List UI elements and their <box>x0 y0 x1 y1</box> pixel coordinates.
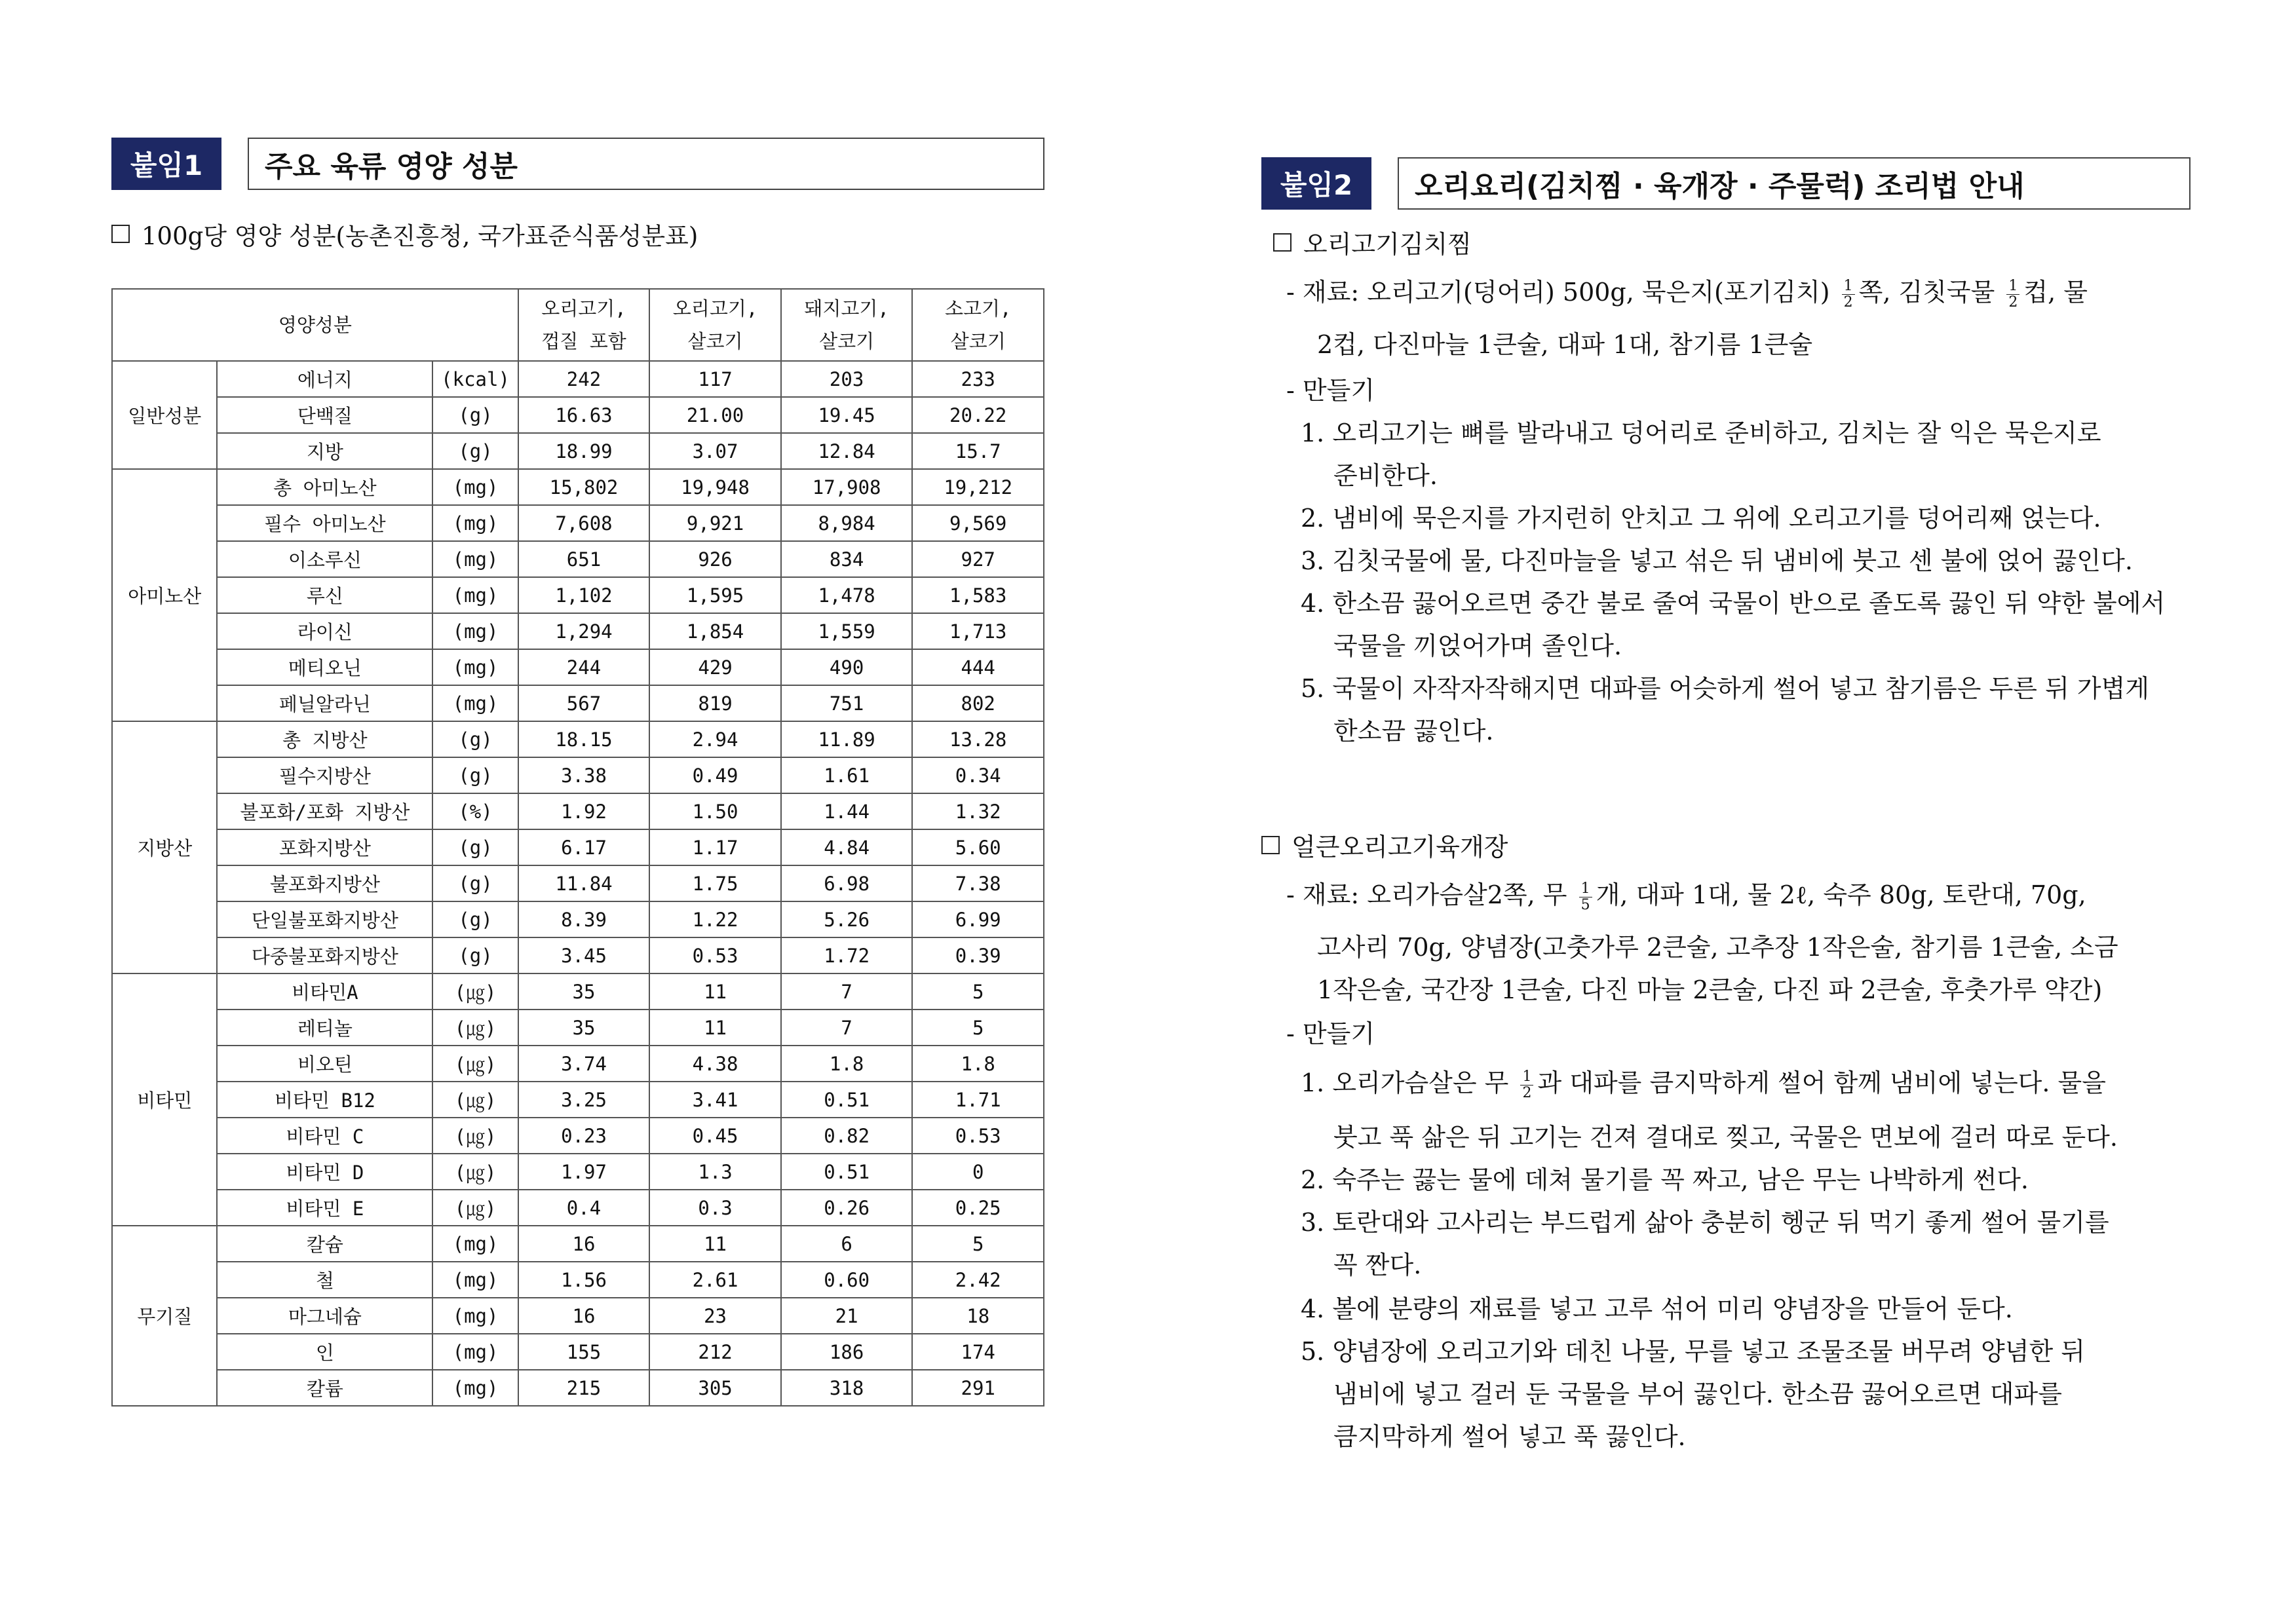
value-cell: 15.7 <box>912 433 1044 469</box>
value-cell: 1,854 <box>649 613 781 649</box>
value-cell: 1,478 <box>781 577 913 613</box>
recipe-line <box>1333 1416 1686 1452</box>
nutrient-name-cell: 칼슘 <box>217 1226 432 1262</box>
value-cell: 16 <box>518 1298 650 1334</box>
nutrient-name-cell: 다중불포화지방산 <box>217 937 432 973</box>
value-cell: 1.61 <box>781 757 913 793</box>
table-row <box>112 1226 1044 1262</box>
value-cell: 11.89 <box>781 721 913 757</box>
value-cell: 1,102 <box>518 577 650 613</box>
unit-cell: (g) <box>432 433 518 469</box>
recipe-line <box>1333 1374 2062 1410</box>
recipe-text: 냄비에 넣고 걸러 둔 국물을 부어 끓인다. 한소끔 끓어오르면 대파를 <box>1333 1380 2062 1408</box>
value-cell: 802 <box>912 685 1044 721</box>
unit-cell: (mg) <box>432 685 518 721</box>
value-cell: 18 <box>912 1298 1044 1334</box>
value-cell: 7,608 <box>518 505 650 541</box>
recipe-text: - 재료: 오리가슴살2쪽, 무 <box>1286 880 1575 909</box>
nutrient-name-cell: 이소루신 <box>217 541 432 577</box>
value-cell: 6.98 <box>781 865 913 901</box>
value-cell: 490 <box>781 649 913 685</box>
nutrient-name-cell: 철 <box>217 1262 432 1298</box>
value-cell: 0.51 <box>781 1154 913 1190</box>
value-cell: 11 <box>649 1226 781 1262</box>
table-row <box>112 1118 1044 1154</box>
nutrient-name-cell: 필수지방산 <box>217 757 432 793</box>
recipe-text: 5. 양념장에 오리고기와 데친 나물, 무를 넣고 조물조물 버무려 양념한 뒤 <box>1301 1337 2085 1366</box>
unit-cell: (㎍) <box>432 1118 518 1154</box>
recipe-text: 3. 토란대와 고사리는 부드럽게 삶아 충분히 헹군 뒤 먹기 좋게 썰어 물기를 <box>1301 1208 2109 1237</box>
value-cell: 155 <box>518 1334 650 1370</box>
fraction <box>2006 278 2019 311</box>
category-cell: 무기질 <box>112 1226 217 1406</box>
table-row <box>112 1082 1044 1118</box>
fraction-denominator: 2 <box>1843 294 1853 311</box>
nutrient-name-cell: 비타민A <box>217 973 432 1010</box>
recipe-title-row <box>1273 224 1472 260</box>
value-cell: 1.97 <box>518 1154 650 1190</box>
value-cell: 4.38 <box>649 1046 781 1082</box>
unit-cell: (㎍) <box>432 1046 518 1082</box>
unit-cell: (mg) <box>432 649 518 685</box>
table-row <box>112 1262 1044 1298</box>
fraction <box>1520 1069 1533 1101</box>
recipe-text: - 만들기 <box>1286 1019 1375 1048</box>
value-cell: 1.17 <box>649 829 781 865</box>
value-cell: 212 <box>649 1334 781 1370</box>
value-cell: 3.25 <box>518 1082 650 1118</box>
nutrient-name-cell: 라이신 <box>217 613 432 649</box>
unit-cell: (g) <box>432 721 518 757</box>
nutrient-name-cell: 불포화/포화 지방산 <box>217 793 432 829</box>
unit-cell: (g) <box>432 757 518 793</box>
table-row <box>112 901 1044 937</box>
fraction-denominator: 2 <box>2008 294 2018 311</box>
value-cell: 8,984 <box>781 505 913 541</box>
value-cell: 215 <box>518 1370 650 1406</box>
recipe-line <box>1286 370 1375 406</box>
value-cell: 17,908 <box>781 469 913 505</box>
value-cell: 1.71 <box>912 1082 1044 1118</box>
recipe-line <box>1317 324 1812 360</box>
value-cell: 2.61 <box>649 1262 781 1298</box>
table-row <box>112 865 1044 901</box>
value-cell: 0.53 <box>649 937 781 973</box>
value-cell: 11 <box>649 1010 781 1046</box>
nutrition-table <box>111 288 1044 1407</box>
unit-cell: (mg) <box>432 1226 518 1262</box>
value-cell: 1,294 <box>518 613 650 649</box>
recipe-text: 4. 한소끔 끓어오르면 중간 불로 줄여 국물이 반으로 졸도록 끓인 뒤 약한 불에서 <box>1301 589 2166 618</box>
value-cell: 16.63 <box>518 397 650 433</box>
value-cell: 1,713 <box>912 613 1044 649</box>
value-cell: 174 <box>912 1334 1044 1370</box>
nutrient-name-cell: 불포화지방산 <box>217 865 432 901</box>
appendix1-header <box>111 138 1044 190</box>
value-cell: 11.84 <box>518 865 650 901</box>
recipe-title-row <box>1261 827 1508 863</box>
value-cell: 13.28 <box>912 721 1044 757</box>
nutrient-name-cell: 메티오닌 <box>217 649 432 685</box>
value-cell: 0.51 <box>781 1082 913 1118</box>
recipe-line <box>1301 540 2133 576</box>
table-row <box>112 1046 1044 1082</box>
recipe-text: 국물을 끼얹어가며 졸인다. <box>1333 632 1622 660</box>
recipe-text: 과 대파를 큼지막하게 썰어 함께 냄비에 넣는다. 물을 <box>1537 1068 2106 1097</box>
recipe-text: 붓고 푹 삶은 뒤 고기는 건져 결대로 찢고, 국물은 면보에 걸러 따로 둔다. <box>1333 1123 2118 1152</box>
table-row <box>112 649 1044 685</box>
table-row <box>112 577 1044 613</box>
value-cell: 8.39 <box>518 901 650 937</box>
recipe-line <box>1301 1063 2106 1101</box>
value-cell: 5 <box>912 973 1044 1010</box>
recipe-text: 한소끔 끓인다. <box>1333 717 1494 746</box>
table-header-col: 오리고기, 살코기 <box>649 289 781 361</box>
nutrient-name-cell: 페닐알라닌 <box>217 685 432 721</box>
value-cell: 751 <box>781 685 913 721</box>
nutrient-name-cell: 인 <box>217 1334 432 1370</box>
value-cell: 19.45 <box>781 397 913 433</box>
value-cell: 21 <box>781 1298 913 1334</box>
nutrient-name-cell: 비타민 E <box>217 1190 432 1226</box>
value-cell: 0.3 <box>649 1190 781 1226</box>
value-cell: 2.94 <box>649 721 781 757</box>
value-cell: 927 <box>912 541 1044 577</box>
recipe-line <box>1301 583 2165 619</box>
value-cell: 11 <box>649 973 781 1010</box>
value-cell: 5 <box>912 1010 1044 1046</box>
recipe-line <box>1286 1013 1375 1049</box>
value-cell: 23 <box>649 1298 781 1334</box>
recipe-line <box>1333 1245 1421 1281</box>
value-cell: 3.07 <box>649 433 781 469</box>
table-header-col: 돼지고기, 살코기 <box>781 289 913 361</box>
recipe-line <box>1333 711 1493 747</box>
value-cell: 12.84 <box>781 433 913 469</box>
value-cell: 7 <box>781 1010 913 1046</box>
fraction-denominator: 5 <box>1580 897 1590 913</box>
category-cell: 지방산 <box>112 721 217 973</box>
value-cell: 6.17 <box>518 829 650 865</box>
value-cell: 1.50 <box>649 793 781 829</box>
nutrient-name-cell: 비타민 D <box>217 1154 432 1190</box>
value-cell: 429 <box>649 649 781 685</box>
nutrient-name-cell: 총 아미노산 <box>217 469 432 505</box>
unit-cell: (mg) <box>432 505 518 541</box>
value-cell: 819 <box>649 685 781 721</box>
checkbox-icon <box>1261 836 1280 854</box>
value-cell: 2.42 <box>912 1262 1044 1298</box>
recipe-line <box>1333 455 1438 491</box>
value-cell: 1.92 <box>518 793 650 829</box>
value-cell: 1,583 <box>912 577 1044 613</box>
value-cell: 1.8 <box>912 1046 1044 1082</box>
value-cell: 1.22 <box>649 901 781 937</box>
recipe-text: 1. 오리가슴살은 무 <box>1301 1068 1517 1097</box>
unit-cell: (g) <box>432 901 518 937</box>
value-cell: 0.60 <box>781 1262 913 1298</box>
value-cell: 7.38 <box>912 865 1044 901</box>
value-cell: 1.32 <box>912 793 1044 829</box>
nutrient-name-cell: 총 지방산 <box>217 721 432 757</box>
appendix1-title: 주요 육류 영양 성분 <box>248 138 1044 190</box>
value-cell: 203 <box>781 361 913 397</box>
value-cell: 1,595 <box>649 577 781 613</box>
value-cell: 9,921 <box>649 505 781 541</box>
table-row <box>112 469 1044 505</box>
value-cell: 291 <box>912 1370 1044 1406</box>
value-cell: 15,802 <box>518 469 650 505</box>
value-cell: 0.45 <box>649 1118 781 1154</box>
recipe-text: 1작은술, 국간장 1큰술, 다진 마늘 2큰술, 다진 파 2큰술, 후춧가루 약간) <box>1317 975 2103 1004</box>
fraction-denominator: 2 <box>1522 1085 1532 1101</box>
recipe-line <box>1317 927 2118 963</box>
fraction-numerator: 1 <box>1842 278 1855 295</box>
value-cell: 3.41 <box>649 1082 781 1118</box>
unit-cell: (g) <box>432 829 518 865</box>
recipe-text: 2. 숙주는 끓는 물에 데쳐 물기를 꼭 짜고, 남은 무는 나박하게 썬다. <box>1301 1165 2029 1194</box>
unit-cell: (g) <box>432 397 518 433</box>
nutrient-name-cell: 단일불포화지방산 <box>217 901 432 937</box>
category-cell: 비타민 <box>112 973 217 1226</box>
recipe-line <box>1286 875 2086 913</box>
value-cell: 6 <box>781 1226 913 1262</box>
value-cell: 926 <box>649 541 781 577</box>
table-row <box>112 613 1044 649</box>
value-cell: 567 <box>518 685 650 721</box>
recipe-line <box>1301 1331 2085 1367</box>
recipe-title: 오리고기김치찜 <box>1303 230 1472 259</box>
nutrient-name-cell: 비타민 B12 <box>217 1082 432 1118</box>
value-cell: 19,948 <box>649 469 781 505</box>
table-row <box>112 1298 1044 1334</box>
table-header-col: 오리고기, 껍질 포함 <box>518 289 650 361</box>
recipe-text: 고사리 70g, 양념장(고춧가루 2큰술, 고추장 1작은술, 참기름 1큰술, 소금 <box>1317 933 2118 962</box>
value-cell: 7 <box>781 973 913 1010</box>
value-cell: 21.00 <box>649 397 781 433</box>
nutrient-name-cell: 비타민 C <box>217 1118 432 1154</box>
recipe-line <box>1333 1117 2118 1153</box>
value-cell: 0 <box>912 1154 1044 1190</box>
nutrient-name-cell: 마그네슘 <box>217 1298 432 1334</box>
table-row <box>112 685 1044 721</box>
unit-cell: (mg) <box>432 541 518 577</box>
nutrient-name-cell: 에너지 <box>217 361 432 397</box>
unit-cell: (%) <box>432 793 518 829</box>
value-cell: 0.4 <box>518 1190 650 1226</box>
appendix1-subtitle-row <box>111 216 698 252</box>
value-cell: 651 <box>518 541 650 577</box>
table-row <box>112 757 1044 793</box>
table-row <box>112 361 1044 397</box>
nutrient-name-cell: 필수 아미노산 <box>217 505 432 541</box>
value-cell: 4.84 <box>781 829 913 865</box>
value-cell: 5 <box>912 1226 1044 1262</box>
fraction-numerator: 1 <box>1579 881 1592 897</box>
unit-cell: (mg) <box>432 469 518 505</box>
recipe-text: 2. 냄비에 묵은지를 가지런히 안치고 그 위에 오리고기를 덩어리째 얹는다. <box>1301 504 2101 533</box>
nutrient-name-cell: 지방 <box>217 433 432 469</box>
value-cell: 0.25 <box>912 1190 1044 1226</box>
unit-cell: (㎍) <box>432 973 518 1010</box>
recipe-text: - 재료: 오리고기(덩어리) 500g, 묵은지(포기김치) <box>1286 278 1838 307</box>
nutrient-name-cell: 단백질 <box>217 397 432 433</box>
value-cell: 0.23 <box>518 1118 650 1154</box>
recipe-text: 1. 오리고기는 뼈를 발라내고 덩어리로 준비하고, 김치는 잘 익은 묵은지로 <box>1301 419 2101 447</box>
value-cell: 19,212 <box>912 469 1044 505</box>
unit-cell: (mg) <box>432 1262 518 1298</box>
category-cell: 아미노산 <box>112 469 217 721</box>
unit-cell: (㎍) <box>432 1154 518 1190</box>
table-row <box>112 1370 1044 1406</box>
unit-cell: (g) <box>432 865 518 901</box>
nutrient-name-cell: 칼륨 <box>217 1370 432 1406</box>
value-cell: 0.26 <box>781 1190 913 1226</box>
unit-cell: (mg) <box>432 1298 518 1334</box>
value-cell: 233 <box>912 361 1044 397</box>
unit-cell: (mg) <box>432 1370 518 1406</box>
value-cell: 0.49 <box>649 757 781 793</box>
value-cell: 35 <box>518 973 650 1010</box>
nutrition-table-body <box>112 361 1044 1406</box>
value-cell: 244 <box>518 649 650 685</box>
table-row <box>112 433 1044 469</box>
recipe-text: 쪽, 김칫국물 <box>1858 278 2003 307</box>
recipe-text: 꼭 짠다. <box>1333 1251 1422 1279</box>
value-cell: 0.34 <box>912 757 1044 793</box>
recipe-line <box>1317 970 2102 1006</box>
recipe-text: 4. 볼에 분량의 재료를 넣고 고루 섞어 미리 양념장을 만들어 둔다. <box>1301 1294 2013 1323</box>
table-row <box>112 937 1044 973</box>
recipe-text: 개, 대파 1대, 물 2ℓ, 숙주 80g, 토란대, 70g, <box>1596 880 2086 909</box>
appendix2-header <box>1261 157 2191 210</box>
appendix1-subtitle: 100g당 영양 성분(농촌진흥청, 국가표준식품성분표) <box>142 222 698 250</box>
table-row <box>112 541 1044 577</box>
table-row <box>112 1154 1044 1190</box>
value-cell: 18.15 <box>518 721 650 757</box>
recipe-line <box>1301 1160 2029 1196</box>
value-cell: 3.38 <box>518 757 650 793</box>
value-cell: 1.75 <box>649 865 781 901</box>
value-cell: 5.26 <box>781 901 913 937</box>
recipe-line <box>1301 1202 2109 1238</box>
value-cell: 117 <box>649 361 781 397</box>
recipe-text: 컵, 물 <box>2023 278 2088 307</box>
table-row <box>112 829 1044 865</box>
value-cell: 186 <box>781 1334 913 1370</box>
recipe-text: 큼지막하게 썰어 넣고 푹 끓인다. <box>1333 1422 1686 1451</box>
table-row <box>112 721 1044 757</box>
appendix2-title: 오리요리(김치찜 · 육개장 · 주물럭) 조리법 안내 <box>1398 157 2191 210</box>
fraction <box>1579 881 1592 913</box>
recipe-line <box>1301 668 2149 704</box>
table-row <box>112 793 1044 829</box>
unit-cell: (g) <box>432 937 518 973</box>
value-cell: 0.53 <box>912 1118 1044 1154</box>
value-cell: 1,559 <box>781 613 913 649</box>
unit-cell: (mg) <box>432 577 518 613</box>
table-row <box>112 397 1044 433</box>
unit-cell: (mg) <box>432 613 518 649</box>
value-cell: 3.45 <box>518 937 650 973</box>
value-cell: 305 <box>649 1370 781 1406</box>
unit-cell: (mg) <box>432 1334 518 1370</box>
fraction-numerator: 1 <box>2006 278 2019 295</box>
recipe-text: - 만들기 <box>1286 376 1375 405</box>
recipe-line <box>1286 272 2088 311</box>
value-cell: 242 <box>518 361 650 397</box>
recipe-line <box>1301 1289 2013 1325</box>
value-cell: 9,569 <box>912 505 1044 541</box>
recipe-title: 얼큰오리고기육개장 <box>1292 833 1508 861</box>
value-cell: 16 <box>518 1226 650 1262</box>
checkbox-icon <box>1273 233 1292 252</box>
recipe-text: 3. 김칫국물에 물, 다진마늘을 넣고 섞은 뒤 냄비에 붓고 센 불에 얹어 끓인다. <box>1301 546 2133 575</box>
value-cell: 1.8 <box>781 1046 913 1082</box>
nutrient-name-cell: 레티놀 <box>217 1010 432 1046</box>
checkbox-icon <box>111 225 130 243</box>
value-cell: 1.44 <box>781 793 913 829</box>
value-cell: 1.72 <box>781 937 913 973</box>
table-row <box>112 1334 1044 1370</box>
table-header-component: 영양성분 <box>112 289 518 361</box>
value-cell: 0.82 <box>781 1118 913 1154</box>
recipe-line <box>1301 413 2101 449</box>
value-cell: 1.3 <box>649 1154 781 1190</box>
nutrient-name-cell: 포화지방산 <box>217 829 432 865</box>
value-cell: 18.99 <box>518 433 650 469</box>
value-cell: 0.39 <box>912 937 1044 973</box>
unit-cell: (kcal) <box>432 361 518 397</box>
value-cell: 5.60 <box>912 829 1044 865</box>
value-cell: 318 <box>781 1370 913 1406</box>
unit-cell: (㎍) <box>432 1082 518 1118</box>
nutrient-name-cell: 비오틴 <box>217 1046 432 1082</box>
recipe-line <box>1301 498 2101 534</box>
recipe-line <box>1333 626 1622 662</box>
table-row <box>112 973 1044 1010</box>
fraction-numerator: 1 <box>1520 1069 1533 1086</box>
fraction <box>1842 278 1855 311</box>
table-header-col: 소고기, 살코기 <box>912 289 1044 361</box>
value-cell: 834 <box>781 541 913 577</box>
table-row <box>112 1190 1044 1226</box>
table-row <box>112 505 1044 541</box>
recipe-text: 준비한다. <box>1333 461 1438 490</box>
value-cell: 6.99 <box>912 901 1044 937</box>
value-cell: 20.22 <box>912 397 1044 433</box>
appendix1-tag: 붙임1 <box>111 138 221 190</box>
unit-cell: (㎍) <box>432 1190 518 1226</box>
table-header-row <box>112 289 1044 361</box>
value-cell: 35 <box>518 1010 650 1046</box>
recipe-text: 2컵, 다진마늘 1큰술, 대파 1대, 참기름 1큰술 <box>1317 330 1813 359</box>
appendix2-tag: 붙임2 <box>1261 157 1371 210</box>
value-cell: 444 <box>912 649 1044 685</box>
value-cell: 3.74 <box>518 1046 650 1082</box>
value-cell: 1.56 <box>518 1262 650 1298</box>
recipe-text: 5. 국물이 자작자작해지면 대파를 어슷하게 썰어 넣고 참기름은 두른 뒤 가볍게 <box>1301 674 2149 703</box>
category-cell: 일반성분 <box>112 361 217 469</box>
nutrient-name-cell: 루신 <box>217 577 432 613</box>
table-row <box>112 1010 1044 1046</box>
unit-cell: (㎍) <box>432 1010 518 1046</box>
